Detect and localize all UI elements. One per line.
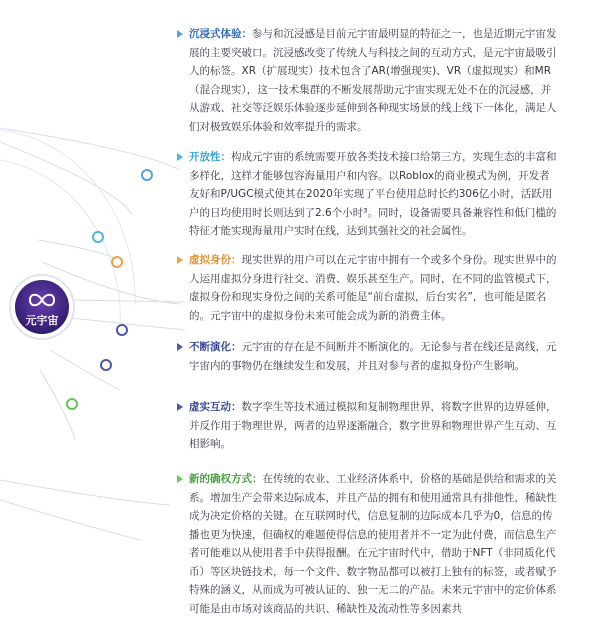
- section-title: 沉浸式体验：: [189, 28, 252, 40]
- section-body: 构成元宇宙的系统需要开放各类技术接口给第三方，实现生态的丰富和多样化，这样才能够包容海量用户和内容。以Roblox的商业模式为例，开发者友好和P/UGC模式使其在2020年实现了平台使用总时长约306亿小时，活跃用户的日均使用时长则达到了2.6个小时³。同时，设备需要具备兼容性和低门槛的特征才能实现海量用户实时在线，达到其强社交的社会属性。: [189, 151, 557, 237]
- section-body: 在传统的农业、工业经济体系中，价格的基础是供给和需求的关系。增加生产会带来边际成本，并且产品的拥有和使用通常具有排他性，稀缺性成为决定价格的关键。在互联网时代，信息复制的边际成本几乎为0，信息的传播也更为快速，但确权的难题使得信息的使用者并不一定为此付费，而信息生产者可能难以从使用者手中获得报酬。在元宇宙时代中，借助于NFT（非同质化代币）等区块链技术，每一个文件、数字物品都可以被打上独有的标签，或者赋予特殊的涵义，从而成为可被认证的、独一无二的产品。未来元宇宙中的定价体系可能是由市场对该商品的共识、稀缺性及流动性等多因素共: [189, 473, 557, 615]
- node-evolving: [117, 325, 127, 335]
- node-interaction: [101, 360, 111, 370]
- section-title: 开放性：: [189, 151, 231, 163]
- section-avatar: [189, 251, 557, 325]
- section-evolving: [189, 338, 557, 375]
- core-label: 元宇宙: [25, 314, 59, 327]
- section-immersive: [189, 25, 557, 136]
- bullet-icon: [177, 343, 183, 351]
- section-interaction: [189, 398, 557, 454]
- node-avatar: [112, 257, 122, 267]
- bullet-icon: [177, 153, 183, 161]
- node-open: [93, 232, 103, 242]
- node-immersive: [142, 170, 152, 180]
- bullet-icon: [177, 256, 183, 264]
- bullet-icon: [177, 403, 183, 411]
- section-ownership: [189, 470, 557, 618]
- bullet-icon: [177, 30, 183, 38]
- node-ownership: [67, 399, 77, 409]
- core-circle: [10, 275, 74, 339]
- section-title: 新的确权方式：: [189, 473, 263, 485]
- section-title: 不断演化：: [189, 341, 242, 353]
- section-body: 参与和沉浸感是目前元宇宙最明显的特征之一，也是近期元宇宙发展的主要突破口。沉浸感改变了传统人与科技之间的互动方式，是元宇宙最吸引人的标签。XR（扩展现实）技术包含了AR(增强现实)、VR（虚拟现实）和MR（混合现实），这一技术集群的不断发展帮助元宇宙实现无处不在的沉浸感，并从游戏、社交等泛娱乐体验逐步延伸到各种现实场景的线上线下一体化，满足人们对极致娱乐体验和效率提升的需求。: [189, 28, 557, 133]
- section-title: 虚实互动：: [189, 401, 242, 413]
- section-open: [189, 148, 557, 241]
- section-body: 现实世界的用户可以在元宇宙中拥有一个或多个身份。现实世界中的人运用虚拟分身进行社交、消费、娱乐甚至生产。同时，在不同的监管模式下，虚拟身份和现实身份之间的关系可能是“前台虚拟，后台实名”，也可能是匿名的。元宇宙中的虚拟身份未来可能会成为新的消费主体。: [189, 254, 557, 322]
- bullet-icon: [177, 475, 183, 483]
- section-title: 虚拟身份：: [189, 254, 242, 266]
- section-body: 数字孪生等技术通过模拟和复制物理世界，将数字世界的边界延伸，并反作用于物理世界，两者的边界逐渐融合，数字世界和物理世界产生互动、互相影响。: [189, 401, 557, 450]
- section-body: 元宇宙的存在是不间断并不断演化的。无论参与者在线还是离线，元宇宙内的事物仍在继续发生和发展，并且对参与者的虚拟身份产生影响。: [189, 341, 557, 372]
